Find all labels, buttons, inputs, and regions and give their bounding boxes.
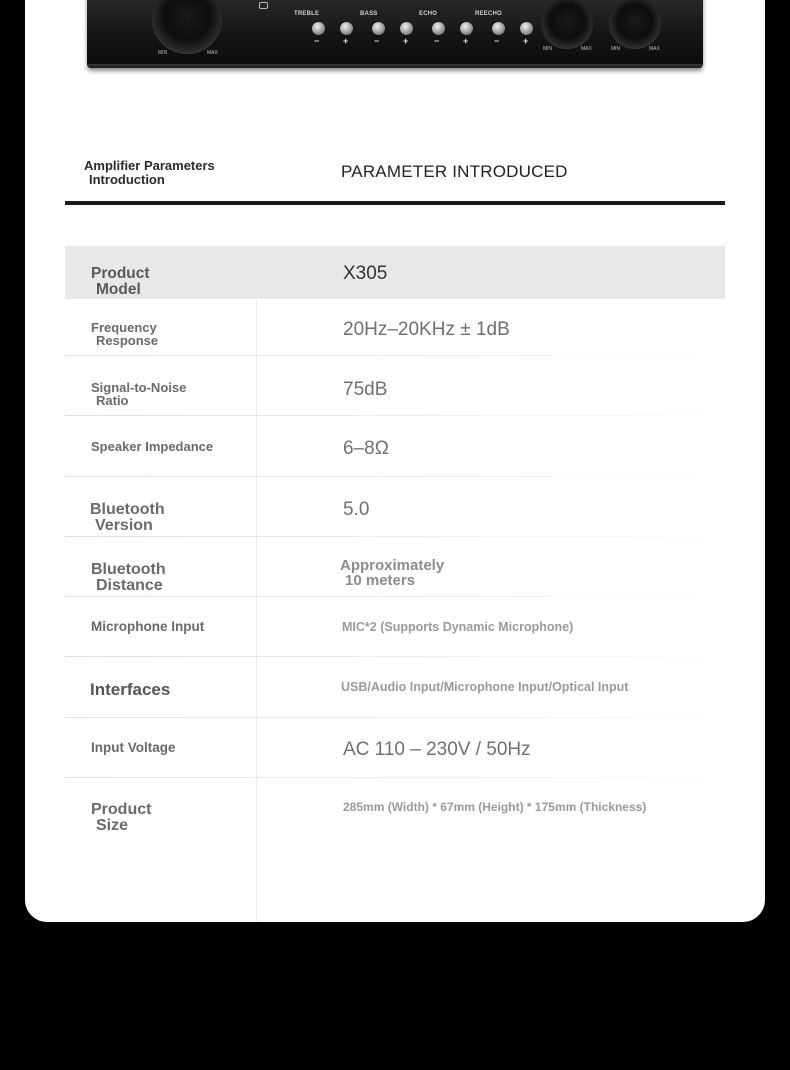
section-heading [84, 159, 215, 187]
bass-plus-button [400, 22, 413, 35]
knob-min-label: MIN [611, 46, 621, 52]
table-row [65, 299, 725, 356]
row-value: 6–8Ω [343, 438, 389, 459]
row-label: Frequency Response [91, 320, 159, 348]
reecho-minus-button [492, 22, 505, 35]
plus-sign: + [343, 36, 349, 46]
knob-max-label: MAX [581, 46, 592, 52]
knob-max-label: MAX [649, 46, 660, 52]
plus-sign: + [523, 36, 529, 46]
heading-line-2: Introduction [89, 172, 165, 187]
parameter-heading: PARAMETER INTRODUCED [341, 162, 568, 181]
row-label: Product Size [91, 801, 152, 834]
row-value: 20Hz–20KHz ± 1dB [343, 319, 510, 340]
header-divider [65, 201, 725, 205]
plus-sign: + [463, 36, 469, 46]
bass-label: BASS [360, 11, 378, 17]
table-row [65, 537, 725, 597]
reecho-plus-button [520, 22, 533, 35]
mic-volume-knob [541, 0, 593, 49]
row-label: Input Voltage [91, 740, 176, 755]
bass-minus-button [372, 22, 385, 35]
table-row [65, 718, 725, 778]
echo-minus-button [432, 22, 445, 35]
minus-sign: − [374, 36, 380, 46]
table-row [65, 477, 725, 537]
echo-label: ECHO [419, 11, 438, 17]
row-label: Bluetooth Distance [91, 561, 166, 594]
table-row [65, 778, 725, 922]
table-row [65, 657, 725, 718]
minus-sign: − [434, 36, 440, 46]
spec-card [25, 0, 765, 922]
input-icon [259, 2, 268, 9]
echo-plus-button [460, 22, 473, 35]
row-label: Interfaces [90, 680, 171, 699]
minus-sign: − [314, 36, 320, 46]
reecho-label: REECHO [475, 11, 502, 17]
row-label: Product Model [91, 265, 150, 298]
row-label: Speaker Impedance [91, 439, 214, 454]
row-value: AC 110 – 230V / 50Hz [343, 739, 531, 760]
table-row [65, 597, 725, 657]
row-value: 75dB [343, 379, 388, 400]
knob-max-label: MAX [207, 50, 218, 56]
treble-plus-button [340, 22, 353, 35]
treble-label: TREBLE [294, 11, 320, 17]
plus-sign: + [403, 36, 409, 46]
row-value: X305 [343, 263, 388, 284]
volume-knob [152, 0, 222, 54]
table-row [65, 356, 725, 416]
row-value: 5.0 [343, 499, 370, 520]
row-value: USB/Audio Input/Microphone Input/Optical Input [341, 680, 629, 694]
table-row [65, 416, 725, 477]
knob-min-label: MIN [158, 50, 168, 56]
knob-min-label: MIN [543, 46, 553, 52]
row-value: Approximately 10 meters [340, 557, 445, 589]
table-row [65, 246, 725, 299]
row-value: MIC*2 (Supports Dynamic Microphone) [342, 620, 574, 634]
row-label: Microphone Input [91, 619, 205, 634]
treble-minus-button [312, 22, 325, 35]
amplifier-front-panel-image [87, 0, 703, 68]
row-label: Signal-to-Noise Ratio [91, 380, 187, 408]
minus-sign: − [494, 36, 500, 46]
row-label: Bluetooth Version [90, 501, 165, 534]
row-value: 285mm (Width) * 67mm (Height) * 175mm (Thickness) [343, 800, 647, 814]
heading-line-1: Amplifier Parameters [84, 158, 215, 173]
music-volume-knob [609, 0, 661, 49]
